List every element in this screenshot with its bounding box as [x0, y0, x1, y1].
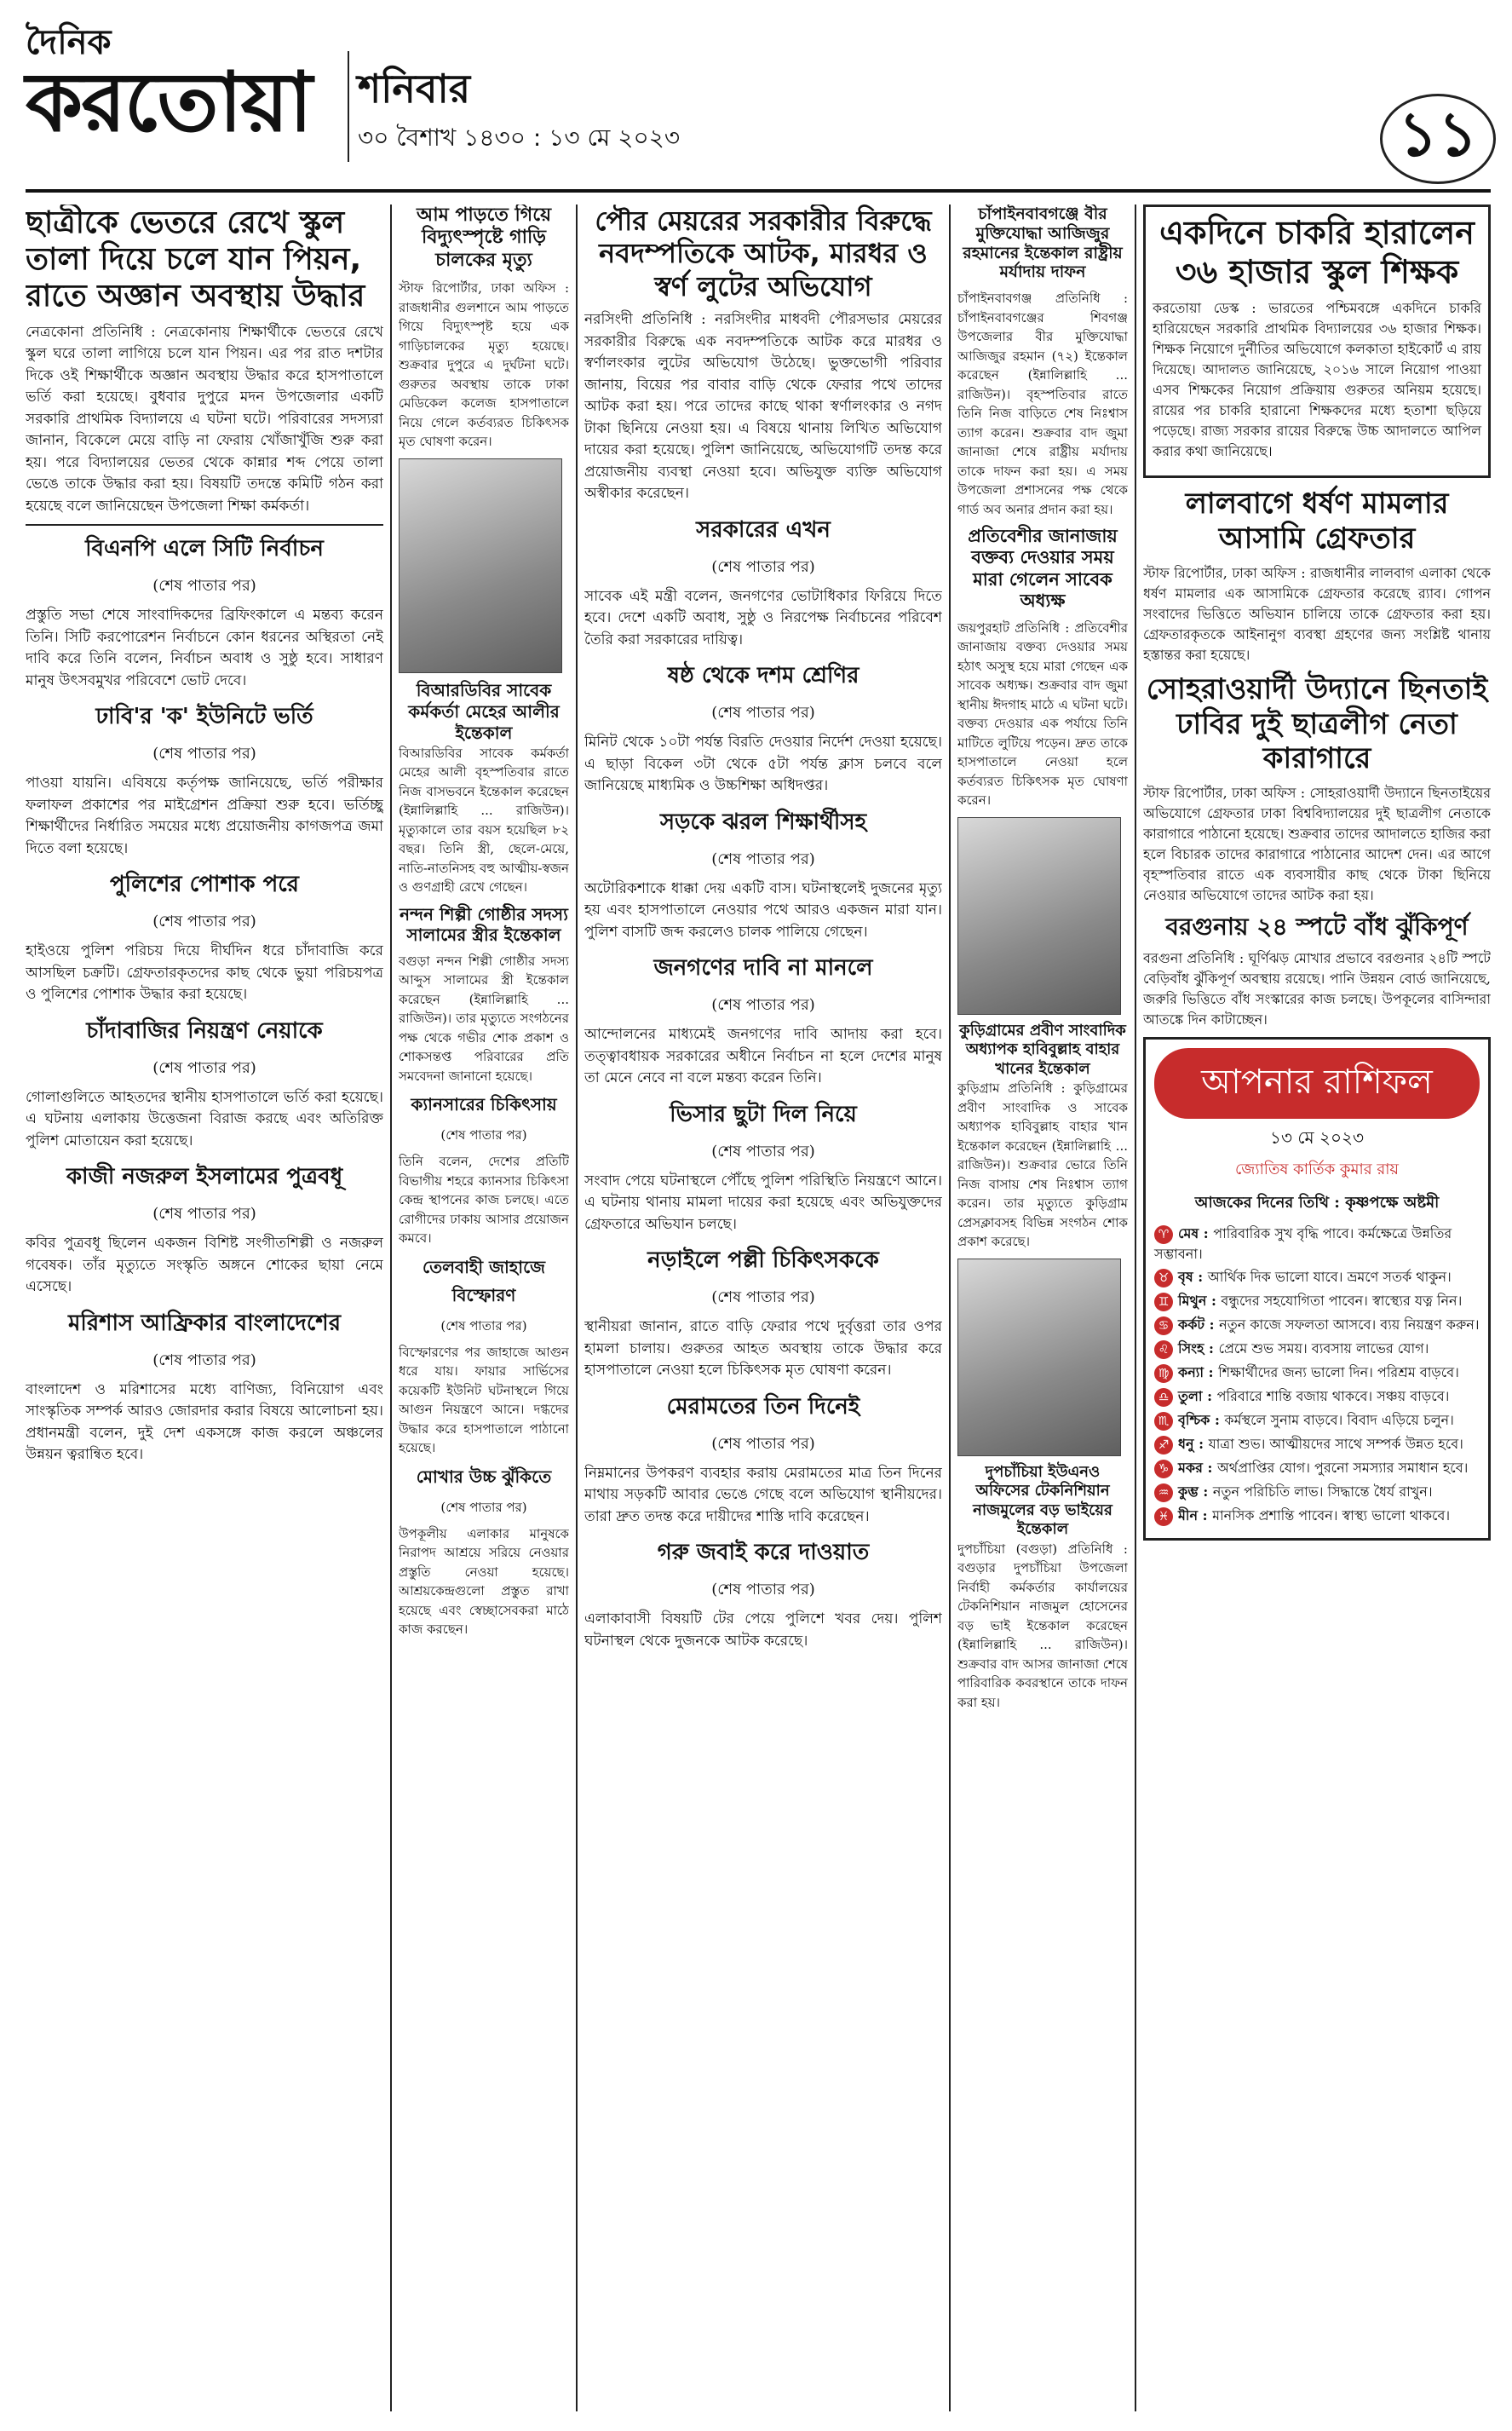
rashifal-tithi: আজকের দিনের তিথি : কৃষ্ণপক্ষে অষ্টমী — [1194, 1193, 1440, 1212]
headline-chandabaji: চাঁদাবাজির নিয়ন্ত্রণ নেয়াকে — [86, 1017, 323, 1044]
cont-narail: (শেষ পাতার পর) — [711, 1288, 815, 1307]
cont-bnp-city: (শেষ পাতার পর) — [152, 577, 256, 596]
zodiac-icon: ♊ — [1154, 1293, 1173, 1311]
portrait-photo — [399, 458, 562, 673]
rashifal-sign-name: বৃশ্চিক : — [1178, 1411, 1225, 1428]
cont-kazi-nazrul: (শেষ পাতার পর) — [152, 1205, 256, 1224]
rashifal-sign-3 — [1154, 1315, 1480, 1335]
caption-technician: দুপচাঁচিয়া ইউএনও অফিসের টেকনিশিয়ান নাজমুলের বড় ভাইয়ের ইন্তেকাল — [973, 1462, 1112, 1539]
rashifal-sign-text: বন্ধুদের সহযোগিতা পাবেন। স্বাস্থ্যের যত্ন নিন। — [1221, 1292, 1463, 1309]
column-divider — [1135, 205, 1136, 2411]
rashifal-list — [1154, 1224, 1480, 1526]
cont-shanty: (শেষ পাতার পর) — [711, 1142, 815, 1161]
newspaper-logo — [26, 23, 349, 153]
cont-class-six: (শেষ পাতার পর) — [711, 704, 815, 723]
headline-dhabi-league: সোহরাওয়ার্দী উদ্যানে ছিনতাই ঢাবির দুই ছাত্রলীগ নেতা কারাগারে — [1146, 671, 1488, 776]
headline-kazi-nazrul: কাজী নজরুল ইসলামের পুত্রবধূ — [66, 1164, 343, 1190]
cont-police-dress: (শেষ পাতার পর) — [152, 913, 256, 931]
body-nandan: বগুড়া নন্দন শিল্পী গোষ্ঠীর সদস্য আব্দুস সালামের স্ত্রী ইন্তেকাল করেছেন (ইন্নালিল্লাহি ... রাজিউন)। তার মৃত্যুতে সংগঠনের পক্ষ থেকে গভীর শোক প্রকাশ ও শোকসন্তপ্ত পরিবারের প্রতি সমবেদনা জানানো হয়েছে। — [399, 953, 569, 1084]
rashifal-sign-2 — [1154, 1291, 1480, 1311]
logo-title: করতোয়া — [26, 55, 311, 150]
cont-tanker: (শেষ পাতার পর) — [440, 1317, 527, 1334]
headline-people-demand: জনগণের দাবি না মানলে — [653, 955, 873, 982]
body-mocha: উপকূলীয় এলাকার মানুষকে নিরাপদ আশ্রয়ে সরিয়ে নেওয়ার প্রস্তুতি নেওয়া হয়েছে। আশ্রয়কেন্দ্রগুলো প্রস্তুত রাখা হয়েছে এবং স্বেচ্ছাসেবকরা মাঠে কাজ করছেন। — [399, 1525, 569, 1638]
rashifal-sign-name: মীন : — [1178, 1506, 1213, 1524]
rashifal-sign-name: মকর : — [1178, 1459, 1217, 1476]
headline-govt-now: সরকারের এখন — [696, 516, 831, 543]
headline-shanty: ভিসার ছুটা দিল নিয়ে — [670, 1101, 857, 1127]
masthead-divider — [348, 51, 349, 162]
rashifal-sign-9 — [1154, 1458, 1480, 1478]
column-divider — [390, 205, 392, 2411]
headline-nandan: নন্দন শিল্পী গোষ্ঠীর সদস্য সালামের স্ত্রীর ইন্তেকাল — [400, 903, 568, 945]
cont-people-demand: (শেষ পাতার পর) — [711, 996, 815, 1015]
headline-class-six: ষষ্ঠ থেকে দশম শ্রেণির — [667, 663, 859, 689]
zodiac-icon: ♈ — [1154, 1225, 1173, 1244]
body-class-six: মিনিট থেকে ১০টা পর্যন্ত বিরতি দেওয়ার নির্দেশ দেওয়া হয়েছে। এ ছাড়া বিকেল ৩টা থেকে ৫টা পর্যন্ত ক্লাস চলবে বলে জানিয়েছে মাধ্যমিক ও উচ্চশিক্ষা অধিদপ্তর। — [584, 734, 942, 795]
masthead-day: শনিবার — [358, 66, 471, 112]
rashifal-sign-6 — [1154, 1386, 1480, 1407]
column-1 — [26, 205, 383, 2411]
body-teachers-lost: করতোয়া ডেস্ক : ভারতের পশ্চিমবঙ্গে একদিনে চাকরি হারিয়েছেন সরকারি প্রাথমিক বিদ্যালয়ের ৩৬ হাজার শিক্ষক। শিক্ষক নিয়োগে দুর্নীতির অভিযোগে কলকাতা হাইকোর্ট এ রায় দিয়েছে। আদালত জানিয়েছে, ২০১৬ সালে নিয়োগ পাওয়া এসব শিক্ষকের নিয়োগ প্রক্রিয়ায় গুরুতর অনিয়ম হয়েছে। রায়ের পর চাকরি হারানো শিক্ষকদের মধ্যে হতাশা ছড়িয়ে পড়েছে। রাজ্য সরকার রায়ের বিরুদ্ধে উচ্চ আদালতে আপিল করার কথা জানিয়েছে। — [1153, 300, 1481, 460]
body-technician: দুপচাঁচিয়া (বগুড়া) প্রতিনিধি : বগুড়ার দুপচাঁচিয়া উপজেলা নির্বাহী কর্মকর্তার কার্যালয়ের টেকনিশিয়ান নাজমুল হোসেনের বড় ভাই ইন্তেকাল করেছেন (ইন্নালিল্লাহি ... রাজিউন)। শুক্রবার বাদ আসর জানাজা শেষে পারিবারিক কবরস্থানে তাকে দাফন করা হয়। — [957, 1541, 1128, 1710]
rashifal-sign-name: তুলা : — [1178, 1387, 1217, 1404]
body-mauritius: বাংলাদেশ ও মরিশাসের মধ্যে বাণিজ্য, বিনিয়োগ এবং সাংস্কৃতিক সম্পর্ক আরও জোরদার করার বিষয়ে আলোচনা হয়। প্রধানমন্ত্রী বলেন, দুই দেশ একসঙ্গে কাজ করলে অঞ্চলের উন্নয়ন ত্বরান্বিত হবে। — [26, 1380, 383, 1464]
cont-road-student: (শেষ পাতার পর) — [711, 850, 815, 868]
column-divider — [576, 205, 578, 2411]
headline-cancer: ক্যানসারের চিকিৎসায় — [411, 1094, 557, 1115]
rashifal-sign-text: আর্থিক দিক ভালো যাবে। ভ্রমণে সতর্ক থাকুন। — [1207, 1268, 1452, 1285]
rashifal-sign-name: কন্যা : — [1178, 1363, 1219, 1380]
rashifal-sign-7 — [1154, 1410, 1480, 1431]
rashifal-sign-5 — [1154, 1362, 1480, 1383]
rashifal-sign-name: ধনু : — [1178, 1435, 1209, 1452]
body-govt-now: সাবেক এই মন্ত্রী বলেন, জনগণের ভোটাধিকার ফিরিয়ে দিতে হবে। দেশে একটি অবাধ, সুষ্ঠু ও নিরপেক্ষ নির্বাচনের পরিবেশ তৈরি করা সরকারের দায়িত্ব। — [584, 587, 942, 648]
rashifal-sign-name: কুম্ভ : — [1178, 1483, 1213, 1500]
headline-cattle: গরু জবাই করে দাওয়াত — [657, 1540, 870, 1566]
headline-lalbagh: লালবাগে ধর্ষণ মামলার আসামি গ্রেফতার — [1185, 487, 1449, 556]
body-journalist: কুড়িগ্রাম প্রতিনিধি : কুড়িগ্রামের প্রবীণ সাংবাদিক ও সাবেক অধ্যাপক হাবিবুল্লাহ বাহার খান ইন্তেকাল করেছেন (ইন্নালিল্লাহি ... রাজিউন)। শুক্রবার ভোরে তিনি নিজ বাসায় শেষ নিঃশ্বাস ত্যাগ করেন। তার মৃত্যুতে কুড়িগ্রাম প্রেসক্লাবসহ বিভিন্ন সংগঠন শোক প্রকাশ করেছে। — [957, 1080, 1128, 1250]
rashifal-sign-10 — [1154, 1482, 1480, 1502]
rashifal-sign-text: মানসিক প্রশান্তি পাবেন। স্বাস্থ্য ভালো থাকবে। — [1212, 1506, 1451, 1524]
headline-teachers-lost: একদিনে চাকরি হারালেন ৩৬ হাজার স্কুল শিক্ষক — [1159, 214, 1475, 291]
cont-govt-now: (শেষ পাতার পর) — [711, 557, 815, 576]
headline-police-dress: পুলিশের পোশাক পরে — [110, 872, 299, 898]
headline-janaza: প্রতিবেশীর জানাজায় বক্তব্য দেওয়ার সময় মারা গেলেন সাবেক অধ্যক্ষ — [968, 526, 1118, 611]
rashifal-sign-11 — [1154, 1506, 1480, 1526]
journalist-photo — [957, 817, 1121, 1015]
zodiac-icon: ♐ — [1154, 1436, 1173, 1455]
zodiac-icon: ♎ — [1154, 1388, 1173, 1407]
rashifal-sign-text: প্রেমে শুভ সময়। ব্যবসায় লাভের যোগ। — [1218, 1339, 1429, 1357]
masthead-rule — [26, 189, 1491, 193]
headline-mocha: মোখার উচ্চ ঝুঁকিতে — [416, 1466, 552, 1487]
rashifal-sign-0 — [1154, 1224, 1480, 1264]
headline-mauritius: মরিশাস আফ্রিকার বাংলাদেশের — [68, 1310, 341, 1336]
caption-meher-ali: বিআরডিবির সাবেক কর্মকর্তা মেহের আলীর ইন্তেকাল — [408, 679, 560, 743]
rashifal-box — [1143, 1037, 1491, 1541]
rashifal-sign-4 — [1154, 1339, 1480, 1359]
zodiac-icon: ♋ — [1154, 1316, 1173, 1335]
headline-dhabi: ঢাবি'র 'ক' ইউনিটে ভর্তি — [95, 704, 313, 730]
body-janaza: জয়পুরহাট প্রতিনিধি : প্রতিবেশীর জানাজায় বক্তব্য দেওয়ার সময় হঠাৎ অসুস্থ হয়ে মারা গেছেন এক সাবেক অধ্যক্ষ। শুক্রবার বাদ জুমা স্থানীয় ঈদগাহ মাঠে এ ঘটনা ঘটে। বক্তব্য দেওয়ার এক পর্যায়ে তিনি মাটিতে লুটিয়ে পড়েন। দ্রুত তাকে হাসপাতালে নেওয়া হলে কর্তব্যরত চিকিৎসক মৃত ঘোষণা করেন। — [957, 619, 1128, 809]
cont-dhabi: (শেষ পাতার পর) — [152, 745, 256, 763]
rashifal-sign-text: নতুন পরিচিতি লাভ। সিদ্ধান্তে ধৈর্য রাখুন। — [1212, 1483, 1433, 1500]
rashifal-sign-text: নতুন কাজে সফলতা আসবে। ব্যয় নিয়ন্ত্রণ করুন। — [1219, 1316, 1480, 1333]
headline-mayor-case: পৌর মেয়রের সরকারীর বিরুদ্ধে নবদম্পতিকে আটক, মারধর ও স্বর্ণ লুটের অভিযোগ — [595, 205, 932, 302]
column-2 — [399, 205, 569, 2411]
headline-narail: নড়াইলে পল্লী চিকিৎসককে — [647, 1247, 879, 1274]
cont-cattle: (শেষ পাতার পর) — [711, 1581, 815, 1599]
body-lalbagh: স্টাফ রিপোর্টার, ঢাকা অফিস : রাজধানীর লালবাগ এলাকা থেকে ধর্ষণ মামলার এক আসামিকে গ্রেফতার করেছে র‍্যাব। গোপন সংবাদের ভিত্তিতে অভিযান চালিয়ে তাকে গ্রেফতার করা হয়। গ্রেফতারকৃতকে আইনানুগ ব্যবস্থা গ্রহণের জন্য সংশ্লিষ্ট থানায় হস্তান্তর করা হয়েছে। — [1143, 564, 1491, 663]
body-people-demand: আন্দোলনের মাধ্যমেই জনগণের দাবি আদায় করা হবে। তত্ত্বাবধায়ক সরকারের অধীনে নির্বাচন না হলে দেশের মানুষ তা মেনে নেবে না বলে মন্তব্য করেন তিনি। — [584, 1026, 942, 1087]
column-4 — [957, 205, 1128, 2411]
rashifal-sign-8 — [1154, 1434, 1480, 1455]
headline-road-student: সড়কে ঝরল শিক্ষার্থীসহ — [659, 809, 867, 835]
column-3 — [584, 205, 942, 2411]
cont-cancer: (শেষ পাতার পর) — [440, 1127, 527, 1143]
headline-electrocution: আম পাড়তে গিয়ে বিদ্যুৎস্পৃষ্টে গাড়ি চালকের মৃত্যু — [416, 205, 552, 271]
rashifal-sign-text: পরিবারে শান্তি বজায় থাকবে। সঞ্চয় বাড়বে। — [1216, 1387, 1450, 1404]
headline-bnp-city: বিএনপি এলে সিটি নির্বাচন — [85, 536, 324, 562]
page-number-badge: ১১ — [1380, 94, 1496, 184]
zodiac-icon: ♍ — [1154, 1364, 1173, 1383]
masthead-date: ৩০ বৈশাখ ১৪৩০ : ১৩ মে ২০২৩ — [358, 124, 681, 152]
rashifal-title: আপনার রাশিফল — [1154, 1048, 1480, 1119]
zodiac-icon: ♑ — [1154, 1460, 1173, 1478]
body-barguna: বরগুনা প্রতিনিধি : ঘূর্ণিঝড় মোখার প্রভাবে বরগুনার ২৪টি স্পটে বেড়িবাঁধ ঝুঁকিপূর্ণ অবস্থায় রয়েছে। পানি উন্নয়ন বোর্ড জানিয়েছে, জরুরি ভিত্তিতে বাঁধ সংস্কারের কাজ চলছে। উপকূলের বাসিন্দারা আতঙ্কে দিন কাটাচ্ছেন। — [1143, 949, 1491, 1028]
cont-repair: (শেষ পাতার পর) — [711, 1434, 815, 1453]
rashifal-date: ১৩ মে ২০২৩ — [1270, 1126, 1364, 1148]
body-road-student: অটোরিকশাকে ধাক্কা দেয় একটি বাস। ঘটনাস্থলেই দুজনের মৃত্যু হয় এবং হাসপাতালে নেওয়ার পথে আরও একজন মারা যান। পুলিশ বাসটি জব্দ করলেও চালক পালিয়ে গেছেন। — [584, 879, 942, 941]
caption-journalist: কুড়িগ্রামের প্রবীণ সাংবাদিক অধ্যাপক হাবিবুল্লাহ বাহার খানের ইন্তেকাল — [959, 1021, 1126, 1078]
headline-school-lock: ছাত্রীকে ভেতরে রেখে স্কুল তালা দিয়ে চলে যান পিয়ন, রাতে অজ্ঞান অবস্থায় উদ্ধার — [26, 205, 365, 314]
zodiac-icon: ♌ — [1154, 1340, 1173, 1359]
body-cattle: এলাকাবাসী বিষয়টি টের পেয়ে পুলিশে খবর দেয়। পুলিশ ঘটনাস্থল থেকে দুজনকে আটক করেছে। — [584, 1610, 942, 1650]
logo-small-text: দৈনিক — [26, 23, 112, 62]
rashifal-sign-text: যাত্রা শুভ। আত্মীয়দের সাথে সম্পর্ক উন্নত হবে। — [1208, 1435, 1463, 1452]
body-cancer: তিনি বলেন, দেশের প্রতিটি বিভাগীয় শহরে ক্যানসার চিকিৎসা কেন্দ্র স্থাপনের কাজ চলছে। এতে রোগীদের ঢাকায় আসার প্রয়োজন কমবে। — [399, 1154, 569, 1247]
rashifal-sign-name: মেষ : — [1178, 1224, 1214, 1241]
body-kazi-nazrul: কবির পুত্রবধূ ছিলেন একজন বিশিষ্ট সংগীতশিল্পী ও নজরুল গবেষক। তাঁর মৃত্যুতে সংস্কৃতি অঙ্গনে শোকের ছায়া নেমে এসেছে। — [26, 1235, 383, 1296]
headline-tanker: তেলবাহী জাহাজে বিস্ফোরণ — [422, 1256, 546, 1305]
rashifal-sign-1 — [1154, 1267, 1480, 1288]
body-mayor-case: নরসিংদী প্রতিনিধি : নরসিংদীর মাধবদী পৌরসভার মেয়রের সরকারীর বিরুদ্ধে এক নবদম্পতিকে আটক করে মারধর ও স্বর্ণালংকার লুটের অভিযোগ উঠেছে। ভুক্তভোগী পরিবার জানায়, বিয়ের পর বাবার বাড়ি থেকে ফেরার পথে তাদের আটক করা হয়। পরে তাদের কাছে থাকা স্বর্ণালংকার ও নগদ টাকা ছিনিয়ে নেওয়া হয়। এ বিষয়ে থানায় লিখিত অভিযোগ দায়ের করা হয়েছে। পুলিশ জানিয়েছে, অভিযোগটি তদন্ত করে প্রয়োজনীয় ব্যবস্থা নেওয়া হবে। অভিযুক্ত ব্যক্তি অভিযোগ অস্বীকার করেছেন। — [584, 311, 942, 503]
rashifal-sign-name: মিথুন : — [1178, 1292, 1222, 1309]
cont-mocha: (শেষ পাতার পর) — [440, 1499, 527, 1515]
technician-photo — [957, 1259, 1121, 1456]
zodiac-icon: ♉ — [1154, 1269, 1173, 1288]
column-divider — [949, 205, 951, 2411]
teachers-lost-box — [1143, 205, 1491, 478]
rashifal-sign-text: শিক্ষার্থীদের জন্য ভালো দিন। পরিশ্রম বাড়বে। — [1218, 1363, 1459, 1380]
rashifal-sign-text: কর্মস্থলে সুনাম বাড়বে। বিবাদ এড়িয়ে চলুন। — [1224, 1411, 1454, 1428]
body-police-dress: হাইওয়ে পুলিশ পরিচয় দিয়ে দীর্ঘদিন ধরে চাঁদাবাজি করে আসছিল চক্রটি। গ্রেফতারকৃতদের কাছ থেকে ভুয়া পরিচয়পত্র ও পুলিশের পোশাক উদ্ধার করা হয়েছে। — [26, 942, 383, 1004]
body-school-lock: নেত্রকোনা প্রতিনিধি : নেত্রকোনায় শিক্ষার্থীকে ভেতরে রেখে স্কুল ঘরে তালা লাগিয়ে চলে যান পিয়ন। এর পর রাত দশটার দিকে ওই শিক্ষার্থীকে অজ্ঞান অবস্থায় উদ্ধার করে হাসপাতালে ভর্তি করা হয়েছে। বুধবার দুপুরে মদন উপজেলার একটি সরকারি প্রাথমিক বিদ্যালয়ে এ ঘটনা ঘটে। পরিবারের সদস্যরা জানান, বিকেলে মেয়ে বাড়ি না ফেরায় খোঁজাখুঁজি শুরু করা হয়। পরে বিদ্যালয়ের ভেতর থেকে কান্নার শব্দ পেয়ে তালা ভেঙে তাকে উদ্ধার করা হয়। বিষয়টি তদন্তে কমিটি গঠন করা হয়েছে বলে জানিয়েছেন উপজেলা শিক্ষা কর্মকর্তা। — [26, 323, 383, 515]
zodiac-icon: ♏ — [1154, 1412, 1173, 1431]
rashifal-author: জ্যোতিষ কার্তিক কুমার রায় — [1234, 1160, 1400, 1178]
headline-repair: মেরামতের তিন দিনেই — [666, 1393, 860, 1420]
body-bnp-city: প্রস্তুতি সভা শেষে সাংবাদিকদের ব্রিফিংকালে এ মন্তব্য করেন তিনি। সিটি করপোরেশন নির্বাচনে কোন ধরনের অস্থিরতা নেই দাবি করে তিনি বলেন, নির্বাচন অবাধ ও সুষ্ঠু হবে। সাধারণ মানুষ উৎসবমুখর পরিবেশে ভোট দেবে। — [26, 607, 383, 689]
rashifal-sign-text: পারিবারিক সুখ বৃদ্ধি পাবে। কর্মক্ষেত্রে উন্নতির সম্ভাবনা। — [1154, 1224, 1452, 1262]
rashifal-sign-name: বৃষ : — [1178, 1268, 1208, 1285]
body-tanker: বিস্ফোরণের পর জাহাজে আগুন ধরে যায়। ফায়ার সার্ভিসের কয়েকটি ইউনিট ঘটনাস্থলে গিয়ে আগুন নিয়ন্ত্রণে আনে। দগ্ধদের উদ্ধার করে হাসপাতালে পাঠানো হয়েছে। — [399, 1344, 569, 1456]
body-dhabi-league: স্টাফ রিপোর্টার, ঢাকা অফিস : সোহরাওয়ার্দী উদ্যানে ছিনতাইয়ের অভিযোগে গ্রেফতার ঢাকা বিশ্ববিদ্যালয়ের দুই ছাত্রলীগ নেতাকে কারাগারে পাঠানো হয়েছে। শুক্রবার তাদের আদালতে হাজির করা হলে বিচারক তাদের কারাগারে পাঠানোর আদেশ দেন। এর আগে বৃহস্পতিবার রাতে এক ব্যবসায়ীর কাছ থেকে টাকা ছিনিয়ে নেওয়ার অভিযোগে তাদের আটক করা হয়। — [1143, 785, 1491, 904]
body-freedom-fighter: চাঁপাইনবাবগঞ্জ প্রতিনিধি : চাঁপাইনবাবগঞ্জের শিবগঞ্জ উপজেলার বীর মুক্তিযোদ্ধা আজিজুর রহমান (৭২) ইন্তেকাল করেছেন (ইন্নালিল্লাহি ... রাজিউন)। বৃহস্পতিবার রাতে তিনি নিজ বাড়িতে শেষ নিঃশ্বাস ত্যাগ করেন। শুক্রবার বাদ জুমা জানাজা শেষে রাষ্ট্রীয় মর্যাদায় তাকে দাফন করা হয়। এ সময় উপজেলা প্রশাসনের পক্ষ থেকে গার্ড অব অনার প্রদান করা হয়। — [957, 291, 1128, 517]
headline-barguna: বরগুনায় ২৪ স্পটে বাঁধ ঝুঁকিপূর্ণ — [1165, 913, 1469, 942]
body-narail: স্থানীয়রা জানান, রাতে বাড়ি ফেরার পথে দুর্বৃত্তরা তার ওপর হামলা চালায়। গুরুতর আহত অবস্থায় তাকে উদ্ধার করে হাসপাতালে নেওয়া হলে চিকিৎসক মৃত ঘোষণা করেন। — [584, 1318, 942, 1380]
zodiac-icon: ♒ — [1154, 1483, 1173, 1502]
rashifal-sign-name: সিংহ : — [1178, 1339, 1219, 1357]
body-meher-ali: বিআরডিবির সাবেক কর্মকর্তা মেহের আলী বৃহস্পতিবার রাতে নিজ বাসভবনে ইন্তেকাল করেছেন (ইন্নালিল্লাহি ... রাজিউন)। মৃত্যুকালে তার বয়স হয়েছিল ৮২ বছর। তিনি স্ত্রী, ছেলে-মেয়ে, নাতি-নাতনিসহ বহু আত্মীয়-স্বজন ও গুণগ্রাহী রেখে গেছেন। — [399, 745, 569, 896]
zodiac-icon: ♓ — [1154, 1507, 1173, 1526]
rashifal-sign-name: কর্কট : — [1178, 1316, 1220, 1333]
headline-freedom-fighter: চাঁপাইনবাবগঞ্জে বীর মুক্তিযোদ্ধা আজিজুর রহমানের ইন্তেকাল রাষ্ট্রীয় মর্যাদায় দাফন — [963, 205, 1123, 282]
cont-chandabaji: (শেষ পাতার পর) — [152, 1058, 256, 1077]
body-shanty: সংবাদ পেয়ে ঘটনাস্থলে পৌঁছে পুলিশ পরিস্থিতি নিয়ন্ত্রণে আনে। এ ঘটনায় থানায় মামলা দায়ের করা হয়েছে এবং অভিযুক্তদের গ্রেফতারে অভিযান চলছে। — [584, 1172, 942, 1233]
cont-mauritius: (শেষ পাতার পর) — [152, 1351, 256, 1369]
body-repair: নিম্নমানের উপকরণ ব্যবহার করায় মেরামতের মাত্র তিন দিনের মাথায় সড়কটি আবার ভেঙে গেছে বলে অভিযোগ স্থানীয়দের। তারা দ্রুত তদন্ত করে দায়ীদের শাস্তি দাবি করেছেন। — [584, 1464, 942, 1525]
body-electrocution: স্টাফ রিপোর্টার, ঢাকা অফিস : রাজধানীর গুলশানে আম পাড়তে গিয়ে বিদ্যুৎস্পৃষ্ট হয়ে এক গাড়িচালকের মৃত্যু হয়েছে। শুক্রবার দুপুরে এ দুর্ঘটনা ঘটে। গুরুতর অবস্থায় তাকে ঢাকা মেডিকেল কলেজ হাসপাতালে নিয়ে গেলে কর্তব্যরত চিকিৎসক মৃত ঘোষণা করেন। — [399, 280, 569, 450]
body-dhabi: পাওয়া যায়নি। এবিষয়ে কর্তৃপক্ষ জানিয়েছে, ভর্তি পরীক্ষার ফলাফল প্রকাশের পর মাইগ্রেশন প্রক্রিয়া শুরু হবে। ভর্তিচ্ছু শিক্ষার্থীদের নির্ধারিত সময়ের মধ্যে প্রয়োজনীয় কাগজপত্র জমা দিতে বলা হয়েছে। — [26, 775, 383, 857]
column-5 — [1143, 205, 1491, 2411]
body-chandabaji: গোলাগুলিতে আহতদের স্থানীয় হাসপাতালে ভর্তি করা হয়েছে। এ ঘটনায় এলাকায় উত্তেজনা বিরাজ করছে এবং অতিরিক্ত পুলিশ মোতায়েন করা হয়েছে। — [26, 1088, 383, 1149]
rashifal-sign-text: অর্থপ্রাপ্তির যোগ। পুরনো সমস্যার সমাধান হবে। — [1216, 1459, 1469, 1476]
